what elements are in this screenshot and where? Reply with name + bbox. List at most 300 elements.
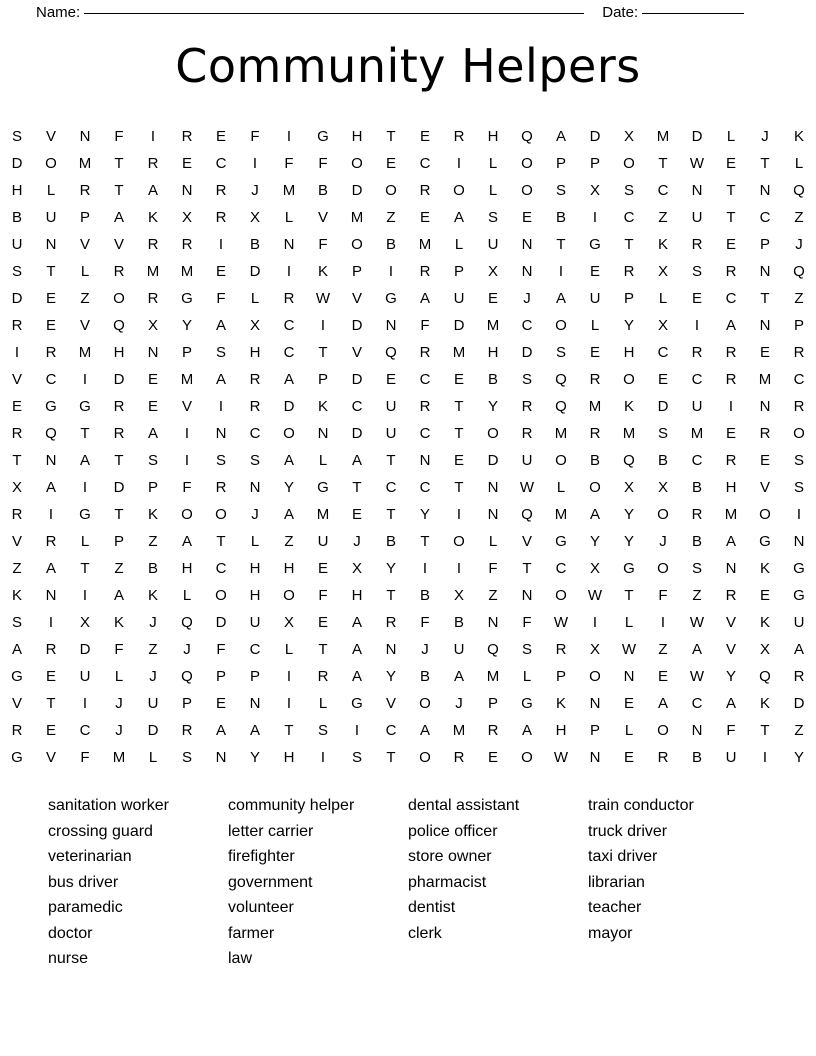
grid-letter[interactable]: F	[284, 155, 294, 172]
grid-letter[interactable]: I	[592, 614, 598, 631]
grid-letter[interactable]: G	[79, 398, 91, 415]
grid-letter[interactable]: I	[82, 371, 88, 388]
grid-letter[interactable]: R	[589, 425, 601, 442]
grid-letter[interactable]: O	[283, 587, 295, 604]
grid-letter[interactable]: C	[725, 290, 737, 307]
grid-letter[interactable]: X	[623, 479, 634, 496]
grid-letter[interactable]: K	[317, 398, 328, 415]
grid-letter[interactable]: Q	[113, 317, 125, 334]
grid-letter[interactable]: X	[589, 641, 600, 658]
grid-letter[interactable]: C	[385, 479, 397, 496]
grid-letter[interactable]: W	[553, 749, 569, 766]
grid-letter[interactable]: H	[555, 722, 567, 739]
grid-letter[interactable]: T	[114, 155, 124, 172]
grid-letter[interactable]: T	[114, 182, 124, 199]
grid-letter[interactable]: A	[521, 722, 532, 739]
grid-letter[interactable]: B	[419, 587, 430, 604]
grid-letter[interactable]: R	[419, 398, 431, 415]
grid-letter[interactable]: A	[11, 641, 22, 658]
grid-letter[interactable]: M	[588, 398, 602, 415]
grid-letter[interactable]: C	[419, 479, 431, 496]
grid-letter[interactable]: T	[556, 236, 566, 253]
grid-letter[interactable]: D	[351, 182, 363, 199]
grid-letter[interactable]: I	[218, 398, 224, 415]
grid-letter[interactable]: E	[215, 128, 226, 145]
grid-letter[interactable]: M	[486, 668, 500, 685]
grid-letter[interactable]: E	[147, 371, 158, 388]
grid-letter[interactable]: R	[725, 344, 737, 361]
grid-letter[interactable]: P	[147, 479, 158, 496]
grid-letter[interactable]: S	[11, 128, 22, 145]
grid-letter[interactable]: I	[252, 155, 258, 172]
grid-letter[interactable]: O	[453, 533, 465, 550]
grid-letter[interactable]: R	[181, 722, 193, 739]
grid-letter[interactable]: E	[521, 209, 532, 226]
grid-letter[interactable]: W	[621, 641, 637, 658]
grid-letter[interactable]: C	[351, 398, 363, 415]
grid-letter[interactable]: R	[793, 668, 805, 685]
grid-letter[interactable]: H	[113, 344, 125, 361]
grid-letter[interactable]: Z	[794, 722, 804, 739]
grid-letter[interactable]: R	[555, 641, 567, 658]
date-blank-line[interactable]	[642, 13, 744, 14]
word-list-item[interactable]: farmer	[228, 924, 275, 942]
grid-letter[interactable]: Z	[658, 641, 668, 658]
grid-letter[interactable]: J	[761, 128, 769, 145]
grid-letter[interactable]: R	[147, 290, 159, 307]
grid-letter[interactable]: L	[114, 668, 124, 685]
grid-letter[interactable]: M	[656, 128, 670, 145]
grid-letter[interactable]: D	[79, 641, 91, 658]
grid-letter[interactable]: H	[351, 128, 363, 145]
grid-letter[interactable]: L	[522, 668, 532, 685]
grid-letter[interactable]: R	[215, 182, 227, 199]
grid-letter[interactable]: L	[318, 695, 328, 712]
grid-letter[interactable]: D	[453, 317, 465, 334]
grid-letter[interactable]: D	[487, 452, 499, 469]
grid-letter[interactable]: I	[286, 128, 292, 145]
grid-letter[interactable]: C	[759, 209, 771, 226]
grid-letter[interactable]: P	[79, 209, 90, 226]
grid-letter[interactable]: I	[354, 722, 360, 739]
grid-letter[interactable]: G	[793, 560, 805, 577]
word-list-item[interactable]: teacher	[588, 899, 642, 916]
grid-letter[interactable]: X	[487, 263, 498, 280]
grid-letter[interactable]: J	[251, 182, 259, 199]
grid-letter[interactable]: O	[759, 506, 771, 523]
grid-letter[interactable]: Q	[759, 668, 771, 685]
grid-letter[interactable]: J	[183, 641, 191, 658]
grid-letter[interactable]: T	[318, 641, 328, 658]
grid-letter[interactable]: T	[114, 506, 124, 523]
grid-letter[interactable]: N	[759, 182, 771, 199]
grid-letter[interactable]: R	[691, 344, 703, 361]
grid-letter[interactable]: S	[147, 452, 158, 469]
grid-letter[interactable]: E	[453, 452, 464, 469]
grid-letter[interactable]: T	[80, 560, 90, 577]
grid-letter[interactable]: M	[78, 155, 92, 172]
grid-letter[interactable]: S	[215, 344, 226, 361]
grid-letter[interactable]: C	[215, 155, 227, 172]
grid-letter[interactable]: R	[147, 155, 159, 172]
grid-letter[interactable]: O	[623, 371, 635, 388]
grid-letter[interactable]: M	[180, 371, 194, 388]
grid-letter[interactable]: O	[351, 236, 363, 253]
grid-letter[interactable]: E	[385, 155, 396, 172]
grid-letter[interactable]: A	[351, 614, 362, 631]
grid-letter[interactable]: N	[45, 587, 57, 604]
grid-letter[interactable]: A	[691, 641, 702, 658]
grid-letter[interactable]: N	[181, 182, 193, 199]
grid-letter[interactable]: T	[386, 587, 396, 604]
grid-letter[interactable]: N	[521, 236, 533, 253]
grid-letter[interactable]: K	[623, 398, 634, 415]
grid-letter[interactable]: E	[623, 749, 634, 766]
grid-letter[interactable]: R	[11, 506, 23, 523]
grid-letter[interactable]: D	[589, 128, 601, 145]
grid-letter[interactable]: O	[555, 587, 567, 604]
grid-letter[interactable]: P	[249, 668, 260, 685]
grid-letter[interactable]: M	[622, 425, 636, 442]
grid-letter[interactable]: Z	[80, 290, 90, 307]
grid-letter[interactable]: N	[249, 695, 261, 712]
grid-letter[interactable]: N	[147, 344, 159, 361]
grid-letter[interactable]: L	[488, 155, 498, 172]
grid-letter[interactable]: R	[11, 722, 23, 739]
grid-letter[interactable]: Q	[487, 641, 499, 658]
grid-letter[interactable]: T	[624, 236, 634, 253]
grid-letter[interactable]: X	[589, 182, 600, 199]
grid-letter[interactable]: D	[11, 290, 23, 307]
grid-letter[interactable]: U	[385, 425, 397, 442]
grid-letter[interactable]: X	[11, 479, 22, 496]
grid-letter[interactable]: U	[11, 236, 23, 253]
grid-letter[interactable]: I	[456, 506, 462, 523]
grid-letter[interactable]: F	[420, 614, 430, 631]
grid-letter[interactable]: B	[691, 479, 702, 496]
grid-letter[interactable]: E	[181, 155, 192, 172]
grid-letter[interactable]: U	[385, 398, 397, 415]
grid-letter[interactable]: N	[521, 263, 533, 280]
word-list-item[interactable]: letter carrier	[228, 822, 314, 840]
grid-letter[interactable]: Z	[114, 560, 124, 577]
grid-letter[interactable]: M	[180, 263, 194, 280]
grid-letter[interactable]: S	[11, 263, 22, 280]
grid-letter[interactable]: D	[691, 128, 703, 145]
grid-letter[interactable]: P	[589, 155, 600, 172]
grid-letter[interactable]: M	[554, 506, 568, 523]
grid-letter[interactable]: O	[419, 749, 431, 766]
grid-letter[interactable]: L	[46, 182, 56, 199]
grid-letter[interactable]: A	[725, 317, 736, 334]
grid-letter[interactable]: S	[181, 749, 192, 766]
grid-letter[interactable]: W	[689, 155, 705, 172]
grid-letter[interactable]: E	[487, 749, 498, 766]
grid-letter[interactable]: U	[691, 209, 703, 226]
grid-letter[interactable]: F	[318, 587, 328, 604]
grid-letter[interactable]: X	[79, 614, 90, 631]
grid-letter[interactable]: A	[725, 695, 736, 712]
grid-letter[interactable]: B	[385, 533, 396, 550]
grid-letter[interactable]: R	[283, 290, 295, 307]
grid-letter[interactable]: T	[284, 722, 294, 739]
grid-letter[interactable]: R	[419, 182, 431, 199]
grid-letter[interactable]: Y	[487, 398, 498, 415]
grid-letter[interactable]: K	[147, 587, 158, 604]
grid-letter[interactable]: T	[454, 425, 464, 442]
grid-letter[interactable]: T	[386, 506, 396, 523]
grid-letter[interactable]: B	[317, 182, 328, 199]
grid-letter[interactable]: N	[79, 128, 91, 145]
grid-letter[interactable]: Y	[623, 317, 634, 334]
grid-letter[interactable]: H	[11, 182, 23, 199]
grid-letter[interactable]: N	[45, 236, 57, 253]
grid-letter[interactable]: G	[521, 695, 533, 712]
grid-letter[interactable]: Q	[555, 398, 567, 415]
grid-letter[interactable]: R	[79, 182, 91, 199]
grid-letter[interactable]: E	[45, 317, 56, 334]
grid-letter[interactable]: C	[249, 641, 261, 658]
grid-letter[interactable]: L	[182, 587, 192, 604]
grid-letter[interactable]: N	[759, 317, 771, 334]
grid-letter[interactable]: M	[452, 344, 466, 361]
grid-letter[interactable]: I	[48, 506, 54, 523]
grid-letter[interactable]: O	[453, 182, 465, 199]
grid-letter[interactable]: P	[487, 695, 498, 712]
grid-letter[interactable]: M	[724, 506, 738, 523]
grid-letter[interactable]: P	[181, 344, 192, 361]
grid-letter[interactable]: D	[147, 722, 159, 739]
grid-letter[interactable]: T	[80, 425, 90, 442]
grid-letter[interactable]: C	[249, 425, 261, 442]
grid-letter[interactable]: L	[250, 290, 260, 307]
grid-letter[interactable]: E	[657, 371, 668, 388]
grid-letter[interactable]: A	[283, 371, 294, 388]
grid-letter[interactable]: F	[658, 587, 668, 604]
grid-letter[interactable]: T	[386, 128, 396, 145]
grid-letter[interactable]: O	[521, 182, 533, 199]
grid-letter[interactable]: X	[283, 614, 294, 631]
grid-letter[interactable]: A	[351, 641, 362, 658]
grid-letter[interactable]: G	[555, 533, 567, 550]
grid-letter[interactable]: C	[283, 344, 295, 361]
grid-letter[interactable]: U	[317, 533, 329, 550]
grid-letter[interactable]: E	[725, 155, 736, 172]
grid-letter[interactable]: A	[283, 452, 294, 469]
grid-letter[interactable]: X	[657, 479, 668, 496]
grid-letter[interactable]: A	[113, 209, 124, 226]
grid-letter[interactable]: G	[317, 479, 329, 496]
grid-letter[interactable]: E	[453, 371, 464, 388]
grid-letter[interactable]: K	[657, 236, 668, 253]
grid-letter[interactable]: N	[759, 398, 771, 415]
grid-letter[interactable]: C	[657, 344, 669, 361]
grid-letter[interactable]: D	[793, 695, 805, 712]
grid-letter[interactable]: V	[181, 398, 192, 415]
grid-letter[interactable]: V	[11, 695, 22, 712]
grid-letter[interactable]: D	[351, 371, 363, 388]
grid-letter[interactable]: R	[215, 479, 227, 496]
grid-letter[interactable]: D	[351, 317, 363, 334]
grid-letter[interactable]: A	[589, 506, 600, 523]
grid-letter[interactable]: V	[113, 236, 124, 253]
word-list-item[interactable]: doctor	[48, 924, 93, 942]
grid-letter[interactable]: W	[553, 614, 569, 631]
grid-letter[interactable]: Q	[385, 344, 397, 361]
grid-letter[interactable]: A	[657, 695, 668, 712]
word-list-item[interactable]: veterinarian	[48, 848, 132, 865]
grid-letter[interactable]: J	[251, 506, 259, 523]
grid-letter[interactable]: K	[147, 506, 158, 523]
grid-letter[interactable]: O	[487, 425, 499, 442]
grid-letter[interactable]: S	[657, 425, 668, 442]
grid-letter[interactable]: B	[419, 668, 430, 685]
grid-letter[interactable]: T	[46, 695, 56, 712]
grid-letter[interactable]: Q	[623, 452, 635, 469]
grid-letter[interactable]: I	[320, 749, 326, 766]
word-list-item[interactable]: community helper	[228, 797, 355, 814]
grid-letter[interactable]: K	[147, 209, 158, 226]
grid-letter[interactable]: P	[555, 155, 566, 172]
grid-letter[interactable]: R	[45, 641, 57, 658]
grid-letter[interactable]: I	[320, 317, 326, 334]
grid-letter[interactable]: T	[454, 479, 464, 496]
grid-letter[interactable]: B	[147, 560, 158, 577]
grid-letter[interactable]: R	[11, 317, 23, 334]
grid-letter[interactable]: C	[657, 182, 669, 199]
grid-letter[interactable]: U	[691, 398, 703, 415]
grid-letter[interactable]: K	[759, 614, 770, 631]
grid-letter[interactable]: F	[216, 290, 226, 307]
grid-letter[interactable]: K	[11, 587, 22, 604]
grid-letter[interactable]: R	[419, 344, 431, 361]
grid-letter[interactable]: L	[624, 722, 634, 739]
grid-letter[interactable]: O	[215, 587, 227, 604]
grid-letter[interactable]: A	[215, 371, 226, 388]
grid-letter[interactable]: B	[11, 209, 22, 226]
grid-letter[interactable]: A	[555, 128, 566, 145]
grid-letter[interactable]: E	[11, 398, 22, 415]
grid-letter[interactable]: X	[147, 317, 158, 334]
grid-letter[interactable]: Y	[793, 749, 804, 766]
grid-letter[interactable]: A	[453, 209, 464, 226]
grid-letter[interactable]: L	[250, 533, 260, 550]
grid-letter[interactable]: U	[487, 236, 499, 253]
grid-letter[interactable]: F	[522, 614, 532, 631]
grid-letter[interactable]: L	[284, 209, 294, 226]
grid-letter[interactable]: I	[48, 614, 54, 631]
grid-letter[interactable]: W	[315, 290, 331, 307]
grid-letter[interactable]: M	[146, 263, 160, 280]
grid-letter[interactable]: C	[555, 560, 567, 577]
grid-letter[interactable]: R	[657, 749, 669, 766]
grid-letter[interactable]: Q	[793, 182, 805, 199]
grid-letter[interactable]: O	[589, 668, 601, 685]
grid-letter[interactable]: K	[793, 128, 804, 145]
grid-letter[interactable]: C	[691, 695, 703, 712]
grid-letter[interactable]: O	[657, 560, 669, 577]
grid-letter[interactable]: Z	[386, 209, 396, 226]
grid-letter[interactable]: L	[488, 533, 498, 550]
grid-letter[interactable]: I	[558, 263, 564, 280]
grid-letter[interactable]: V	[759, 479, 770, 496]
grid-letter[interactable]: C	[79, 722, 91, 739]
grid-letter[interactable]: R	[453, 128, 465, 145]
grid-letter[interactable]: Y	[181, 317, 192, 334]
grid-letter[interactable]: M	[486, 317, 500, 334]
grid-letter[interactable]: J	[795, 236, 803, 253]
grid-letter[interactable]: W	[519, 479, 535, 496]
grid-letter[interactable]: O	[623, 155, 635, 172]
word-list-item[interactable]: taxi driver	[588, 848, 658, 865]
grid-letter[interactable]: T	[318, 344, 328, 361]
grid-letter[interactable]: L	[556, 479, 566, 496]
grid-letter[interactable]: S	[521, 371, 532, 388]
grid-letter[interactable]: R	[317, 668, 329, 685]
grid-letter[interactable]: P	[215, 668, 226, 685]
grid-letter[interactable]: H	[487, 344, 499, 361]
grid-letter[interactable]: Y	[623, 533, 634, 550]
grid-letter[interactable]: I	[14, 344, 20, 361]
grid-letter[interactable]: X	[759, 641, 770, 658]
grid-letter[interactable]: H	[351, 587, 363, 604]
grid-letter[interactable]: E	[215, 263, 226, 280]
grid-letter[interactable]: Q	[181, 668, 193, 685]
grid-letter[interactable]: F	[726, 722, 736, 739]
grid-letter[interactable]: J	[149, 614, 157, 631]
grid-letter[interactable]: R	[113, 425, 125, 442]
grid-letter[interactable]: T	[726, 209, 736, 226]
grid-letter[interactable]: D	[215, 614, 227, 631]
grid-letter[interactable]: V	[79, 317, 90, 334]
grid-letter[interactable]: Y	[385, 560, 396, 577]
word-list-item[interactable]: train conductor	[588, 797, 694, 814]
grid-letter[interactable]: V	[521, 533, 532, 550]
grid-letter[interactable]: T	[522, 560, 532, 577]
grid-letter[interactable]: J	[523, 290, 531, 307]
grid-letter[interactable]: L	[658, 290, 668, 307]
grid-letter[interactable]: P	[589, 722, 600, 739]
grid-letter[interactable]: T	[46, 263, 56, 280]
grid-letter[interactable]: I	[762, 749, 768, 766]
grid-letter[interactable]: G	[385, 290, 397, 307]
grid-letter[interactable]: L	[488, 182, 498, 199]
grid-letter[interactable]: R	[11, 425, 23, 442]
grid-letter[interactable]: R	[181, 236, 193, 253]
grid-letter[interactable]: I	[286, 668, 292, 685]
grid-letter[interactable]: Y	[623, 506, 634, 523]
grid-letter[interactable]: J	[421, 641, 429, 658]
grid-letter[interactable]: O	[215, 506, 227, 523]
grid-letter[interactable]: Z	[148, 533, 158, 550]
grid-letter[interactable]: M	[554, 425, 568, 442]
word-list-item[interactable]: pharmacist	[408, 873, 487, 891]
grid-letter[interactable]: S	[11, 614, 22, 631]
grid-letter[interactable]: T	[454, 398, 464, 415]
grid-letter[interactable]: E	[725, 236, 736, 253]
grid-letter[interactable]: D	[521, 344, 533, 361]
grid-letter[interactable]: A	[147, 425, 158, 442]
grid-letter[interactable]: G	[45, 398, 57, 415]
grid-letter[interactable]: R	[181, 128, 193, 145]
grid-letter[interactable]: T	[352, 479, 362, 496]
grid-letter[interactable]: A	[113, 587, 124, 604]
grid-letter[interactable]: I	[184, 452, 190, 469]
grid-letter[interactable]: K	[759, 695, 770, 712]
grid-letter[interactable]: L	[80, 263, 90, 280]
grid-letter[interactable]: C	[691, 452, 703, 469]
grid-letter[interactable]: E	[419, 128, 430, 145]
